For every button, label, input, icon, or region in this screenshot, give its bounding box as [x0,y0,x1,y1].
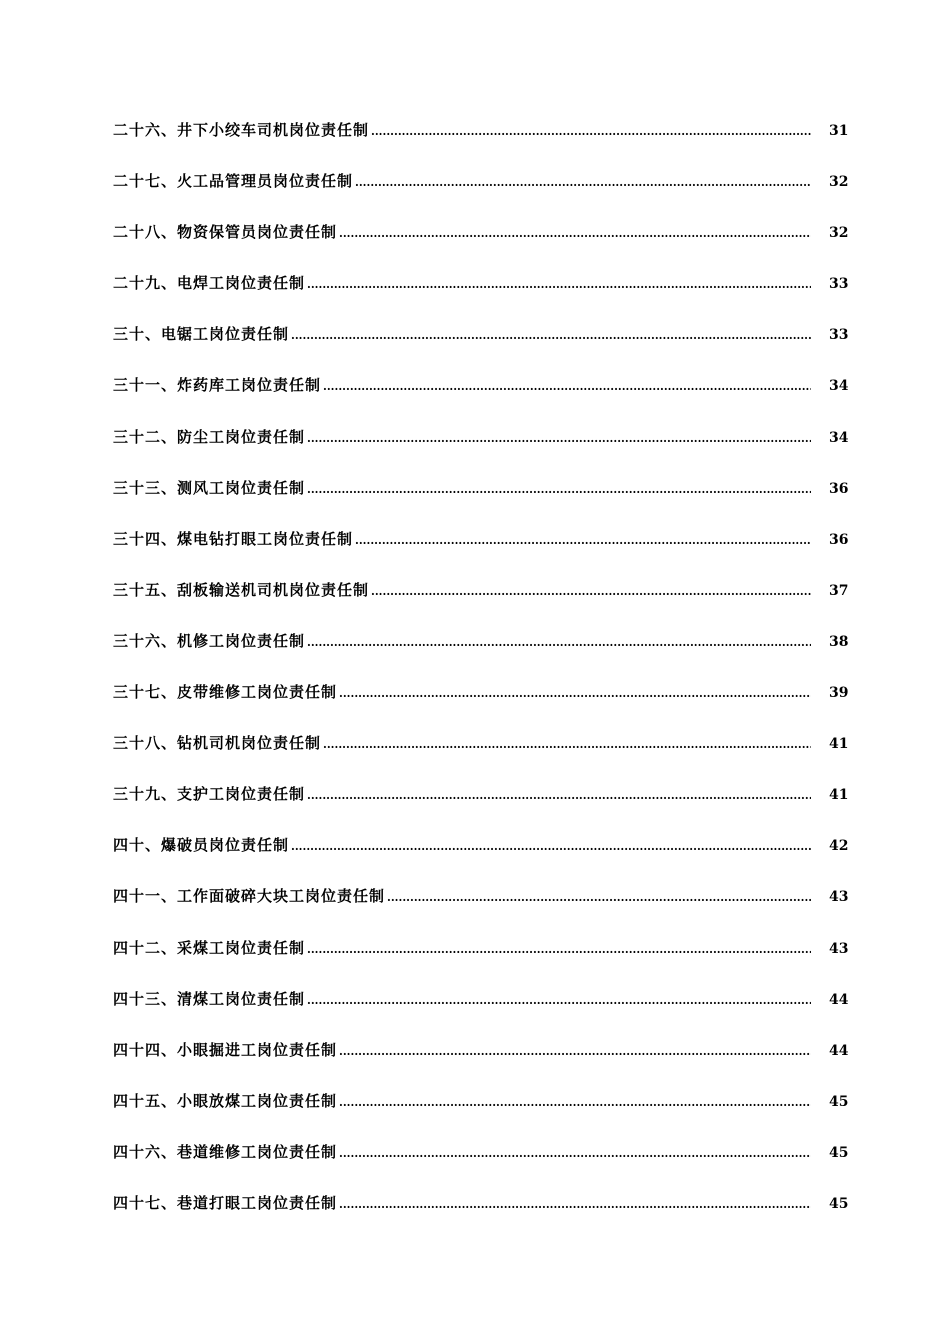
toc-entry-title: 四十四、小眼掘进工岗位责任制 [113,1040,338,1059]
toc-dot-leader [387,891,811,904]
toc-entry-title: 三十九、支护工岗位责任制 [113,785,306,804]
toc-page-number: 42 [829,838,849,855]
toc-entry[interactable] [113,323,849,374]
toc-entry-title: 四十五、小眼放煤工岗位责任制 [113,1091,338,1110]
toc-entry[interactable] [113,426,849,477]
toc-entry[interactable] [113,783,849,834]
toc-entry-title: 三十五、刮板输送机司机岗位责任制 [113,580,370,599]
toc-entry[interactable] [113,1141,849,1192]
toc-dot-leader [323,738,811,751]
toc-entry-title: 三十七、皮带维修工岗位责任制 [113,683,338,702]
toc-entry-title: 三十四、煤电钻打眼工岗位责任制 [113,529,354,548]
toc-dot-leader [307,432,811,445]
toc-entry[interactable] [113,834,849,885]
toc-entry[interactable] [113,374,849,425]
toc-page-number: 33 [829,276,849,293]
toc-dot-leader [355,176,811,189]
toc-entry-title: 四十六、巷道维修工岗位责任制 [113,1142,338,1161]
toc-page-number: 43 [829,889,849,906]
toc-dot-leader [323,380,811,393]
toc-page-number: 33 [829,327,849,344]
table-of-contents [113,119,849,1243]
toc-entry-title: 三十三、测风工岗位责任制 [113,478,306,497]
toc-entry-title: 四十二、采煤工岗位责任制 [113,938,306,957]
toc-dot-leader [355,534,811,547]
toc-page-number: 44 [829,1042,849,1059]
toc-entry-title: 三十六、机修工岗位责任制 [113,631,306,650]
toc-entry[interactable] [113,170,849,221]
toc-page-number: 45 [829,1093,849,1110]
toc-dot-leader [371,125,811,138]
toc-entry[interactable] [113,272,849,323]
toc-entry[interactable] [113,119,849,170]
toc-page-number: 37 [829,582,849,599]
toc-dot-leader [339,1198,811,1211]
toc-entry-title: 四十三、清煤工岗位责任制 [113,989,306,1008]
toc-page-number: 41 [829,736,849,753]
toc-page-number: 38 [829,633,849,650]
toc-entry[interactable] [113,579,849,630]
toc-entry[interactable] [113,630,849,681]
toc-entry-title: 四十七、巷道打眼工岗位责任制 [113,1193,338,1212]
toc-page-number: 41 [829,787,849,804]
toc-entry[interactable] [113,937,849,988]
toc-page-number: 45 [829,1144,849,1161]
toc-page-number: 32 [829,225,849,242]
toc-page-number: 39 [829,685,849,702]
toc-dot-leader [307,789,811,802]
toc-page-number: 34 [829,429,849,446]
toc-entry-title: 三十、电锯工岗位责任制 [113,325,290,344]
toc-dot-leader [307,943,811,956]
toc-dot-leader [307,636,811,649]
toc-dot-leader [307,994,811,1007]
toc-dot-leader [291,840,811,853]
toc-dot-leader [371,585,811,598]
toc-entry-title: 二十九、电焊工岗位责任制 [113,274,306,293]
toc-entry[interactable] [113,1090,849,1141]
toc-entry[interactable] [113,732,849,783]
toc-entry[interactable] [113,528,849,579]
toc-entry[interactable] [113,1039,849,1090]
toc-dot-leader [307,278,811,291]
toc-entry-title: 二十七、火工品管理员岗位责任制 [113,172,354,191]
toc-entry-title: 四十一、工作面破碎大块工岗位责任制 [113,887,386,906]
toc-page-number: 43 [829,940,849,957]
toc-page-number: 34 [829,378,849,395]
toc-dot-leader [339,1045,811,1058]
toc-page-number: 36 [829,531,849,548]
toc-entry-title: 四十、爆破员岗位责任制 [113,836,290,855]
toc-entry[interactable] [113,681,849,732]
toc-dot-leader [291,329,811,342]
toc-page-number: 45 [829,1195,849,1212]
toc-entry[interactable] [113,221,849,272]
toc-entry-title: 二十六、井下小绞车司机岗位责任制 [113,121,370,139]
toc-dot-leader [339,687,811,700]
toc-entry-title: 三十二、防尘工岗位责任制 [113,427,306,446]
toc-page-number: 44 [829,991,849,1008]
toc-page-number: 32 [829,174,849,191]
toc-entry[interactable] [113,988,849,1039]
toc-dot-leader [339,1096,811,1109]
toc-entry[interactable] [113,1192,849,1243]
toc-entry-title: 二十八、物资保管员岗位责任制 [113,223,338,242]
toc-dot-leader [307,483,811,496]
toc-entry[interactable] [113,477,849,528]
toc-entry-title: 三十八、钻机司机岗位责任制 [113,734,322,753]
toc-entry-title: 三十一、炸药库工岗位责任制 [113,376,322,395]
toc-page-number: 36 [829,480,849,497]
toc-page-number: 31 [829,123,849,139]
toc-entry[interactable] [113,885,849,936]
toc-dot-leader [339,227,811,240]
toc-dot-leader [339,1147,811,1160]
